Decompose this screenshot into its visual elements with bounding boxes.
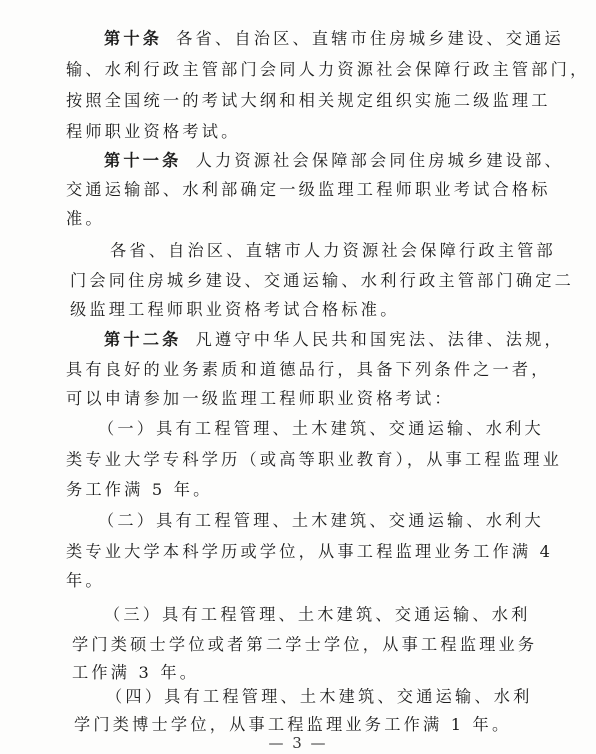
condition-2-line-3: 年。: [66, 571, 105, 590]
article-11-line-3: 准。: [66, 209, 105, 228]
article-12-line-3: 可以申请参加一级监理工程师职业资格考试：: [66, 389, 454, 408]
article-10-line-4: 程师职业资格考试。: [66, 122, 241, 141]
article-10-line-3: 按照全国统一的考试大纲和相关规定组织实施二级监理工: [66, 91, 551, 110]
condition-1-line-1: （一）具有工程管理、土木建筑、交通运输、水利大: [98, 419, 544, 438]
article-11-text-1: 人力资源社会保障部会同住房城乡建设部、: [195, 151, 564, 170]
article-11-line-1: [104, 150, 564, 172]
article-11-line-2: 交通运输部、水利部确定一级监理工程师职业考试合格标: [66, 180, 551, 199]
condition-1-line-2: 类专业大学专科学历（或高等职业教育），从事工程监理业: [66, 450, 562, 469]
condition-4-line-2: 学门类博士学位，从事工程监理业务工作满 1 年。: [74, 715, 512, 734]
article-12-text-1: 凡遵守中华人民共和国宪法、法律、法规，: [195, 330, 564, 349]
article-11-label: 第十一条: [104, 151, 182, 170]
condition-4-line-1: （四）具有工程管理、土木建筑、交通运输、水利: [106, 687, 533, 706]
article-12-line-1: [104, 329, 564, 351]
article-10-line-2: 输、水利行政主管部门会同人力资源社会保障行政主管部门，: [66, 60, 590, 79]
article-12-line-2: 具有良好的业务素质和道德品行，具备下列条件之一者，: [66, 360, 551, 379]
condition-3-line-1: （三）具有工程管理、土木建筑、交通运输、水利: [104, 605, 531, 624]
condition-3-line-3: 工作满 3 年。: [72, 663, 200, 682]
article-12-label: 第十二条: [104, 330, 182, 349]
condition-1-line-3: 务工作满 5 年。: [66, 480, 213, 499]
article-10-line-1: [104, 28, 564, 50]
page-number: — 3 —: [268, 734, 328, 752]
para-standards-line-3: 级监理工程师职业资格考试合格标准。: [70, 300, 400, 319]
para-standards-line-1: 各省、自治区、直辖市人力资源社会保障行政主管部: [110, 241, 556, 260]
condition-2-line-1: （二）具有工程管理、土木建筑、交通运输、水利大: [98, 511, 544, 530]
article-10-label: 第十条: [104, 29, 163, 48]
para-standards-line-2: 门会同住房城乡建设、交通运输、水利行政主管部门确定二: [70, 271, 575, 290]
article-10-text-1: 各省、自治区、直辖市住房城乡建设、交通运: [176, 29, 564, 48]
condition-3-line-2: 学门类硕士学位或者第二学士学位，从事工程监理业务: [72, 635, 538, 654]
condition-2-line-2: 类专业大学本科学历或学位，从事工程监理业务工作满 4: [66, 542, 554, 561]
